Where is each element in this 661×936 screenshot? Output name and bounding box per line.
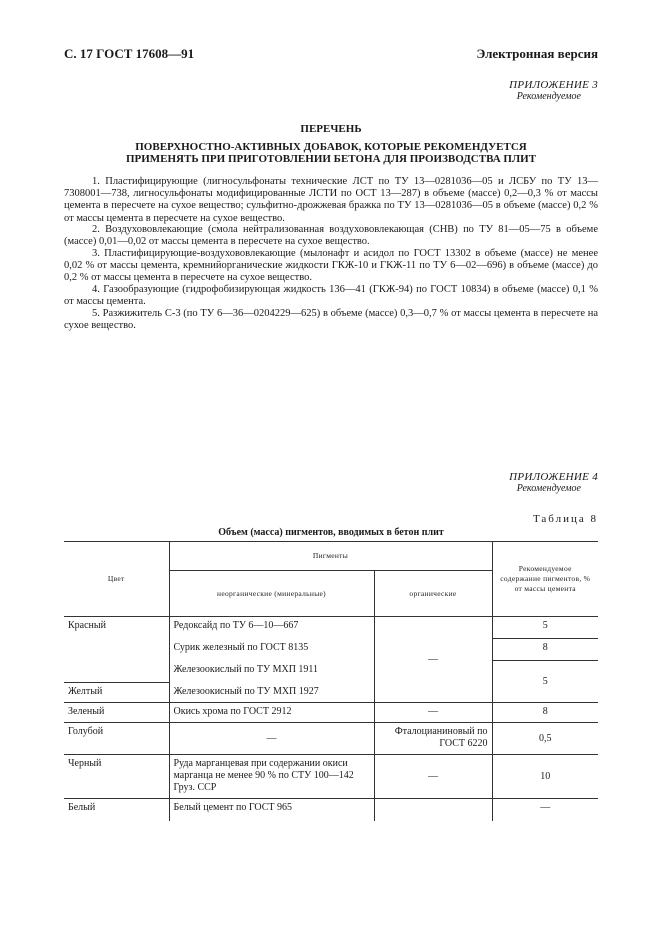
header-organic: органические xyxy=(409,588,457,598)
header-pigments-cell xyxy=(169,542,492,571)
row-color-cell xyxy=(64,723,169,755)
row-pigment-white: Белый цемент по ГОСТ 965 xyxy=(173,802,293,813)
row-pigment-blue-dash: — xyxy=(266,733,277,744)
row-color-cell xyxy=(64,617,169,683)
list-item-5: 5. Разжижитель С-3 (по ТУ 6—36—0204229—625) в объеме (массе) 0,3—0,7 % от массы цемента в пересчете на сухое вещество. xyxy=(64,308,598,332)
row-pigment-cell xyxy=(169,755,374,799)
row-value-cell xyxy=(492,799,598,821)
row-pigment-cell xyxy=(169,661,374,683)
list-item-1: 1. Пластифицирующие (лигносульфонаты технические ЛСТ по ТУ 13—0281036—05 и ЛСБУ по ТУ 13—7308001—738, лигносульфонаты модифицированные ЛСТИ по ОСТ 13—287) в объеме (массе) 0,2—0,3 % от массы цемента в пересчете на сухое вещество; сульфитно-дрожжевая бражка по ТУ 13—0281036—05 в объеме (массе) 0,2 % от массы цемента в пересчете на сухое вещество. xyxy=(64,176,598,224)
table-row xyxy=(64,723,598,755)
row-color-yellow: Желтый xyxy=(68,686,103,697)
row-value-cell xyxy=(492,617,598,639)
row-organic-cell xyxy=(374,703,492,723)
table-row xyxy=(64,617,598,639)
row-pigment-red-1: Редоксайд по ТУ 6—10—667 xyxy=(173,620,299,631)
row-organic-red-dash: — xyxy=(428,654,438,665)
appendix-4-status: Рекомендуемое xyxy=(516,483,581,494)
row-color-cell xyxy=(64,703,169,723)
row-pigment-cell xyxy=(169,617,374,639)
row-color-cell xyxy=(64,755,169,799)
row-color-cell xyxy=(64,683,169,703)
header-content: Рекомендуемое содержание пигментов, % от массы цемента xyxy=(500,564,591,593)
page-header-left: С. 17 ГОСТ 17608—91 xyxy=(64,46,195,61)
row-value-blue: 0,5 xyxy=(539,733,552,744)
row-organic-green-dash: — xyxy=(428,706,438,717)
row-pigment-cell xyxy=(169,703,374,723)
row-color-green: Зеленый xyxy=(68,706,105,717)
row-pigment-cell xyxy=(169,639,374,661)
list-item-3: 3. Пластифицирующие-воздухововлекающие (мылонафт и асидол по ГОСТ 13302 в объеме (массе) не менее 0,02 % от массы цемента, кремнийорганические жидкости ГКЖ-10 и ГКЖ-11 по ТУ 6—02—696) в объеме (массе) до 0,2 % от массы цемента в пересчете на сухое вещество. xyxy=(64,248,598,284)
row-value-red-3: 5 xyxy=(542,676,548,687)
row-value-black: 10 xyxy=(540,771,551,782)
row-value-cell xyxy=(492,703,598,723)
header-pigments: Пигменты xyxy=(312,551,349,560)
row-organic-black-dash: — xyxy=(428,771,438,782)
row-value-cell xyxy=(492,661,598,703)
table-row xyxy=(64,703,598,723)
row-pigment-red-2: Сурик железный по ГОСТ 8135 xyxy=(173,641,309,653)
header-color: Цвет xyxy=(107,574,125,583)
row-value-cell xyxy=(492,755,598,799)
list-item-4: 4. Газообразующие (гидрофобизирующая жидкость 136—41 (ГКЖ-94) по ГОСТ 10834) в объеме (массе) 0,1 % от массы цемента. xyxy=(64,284,598,308)
table-row xyxy=(64,755,598,799)
row-value-cell xyxy=(492,723,598,755)
appendix-3-status: Рекомендуемое xyxy=(516,91,581,102)
row-color-black: Черный xyxy=(68,758,102,769)
row-pigment-cell xyxy=(169,799,374,821)
header-inorganic: неорганические (минеральные) xyxy=(217,588,326,598)
list-subtitle-line-1: ПОВЕРХНОСТНО-АКТИВНЫХ ДОБАВОК, КОТОРЫЕ РЕКОМЕНДУЕТСЯ xyxy=(135,141,527,153)
row-color-blue: Голубой xyxy=(68,726,104,737)
row-value-red-2: 8 xyxy=(542,642,548,653)
row-organic-cell xyxy=(374,617,492,703)
row-value-white: — xyxy=(540,802,551,813)
row-pigment-cell xyxy=(169,723,374,755)
page-header-right: Электронная версия xyxy=(476,46,598,61)
row-pigment-cell xyxy=(169,683,374,703)
header-inorganic-cell xyxy=(169,571,374,617)
row-value-cell xyxy=(492,639,598,661)
row-color-white: Белый xyxy=(68,802,96,813)
row-pigment-yellow: Железоокисный по ТУ МХП 1927 xyxy=(173,685,319,697)
list-subtitle-line-2: ПРИМЕНЯТЬ ПРИ ПРИГОТОВЛЕНИИ БЕТОНА ДЛЯ ПРОИЗВОДСТВА ПЛИТ xyxy=(125,153,537,165)
appendix-3-title: ПРИЛОЖЕНИЕ 3 xyxy=(509,79,598,91)
header-organic-cell xyxy=(374,571,492,617)
row-color-red: Красный xyxy=(68,620,106,631)
row-organic-cell xyxy=(374,799,492,821)
appendix-4-title: ПРИЛОЖЕНИЕ 4 xyxy=(509,471,598,483)
row-color-cell xyxy=(64,799,169,821)
row-pigment-black: Руда марганцевая при содержании окиси марганца не менее 90 % по СТУ 100—142 Груз. ССР xyxy=(173,758,354,793)
row-value-green: 8 xyxy=(542,706,548,717)
header-color-cell xyxy=(64,542,169,617)
table-label: Таблица 8 xyxy=(532,513,598,525)
row-pigment-red-3: Железоокислый по ТУ МХП 1911 xyxy=(173,663,319,675)
header-content-cell xyxy=(492,542,598,617)
row-organic-cell xyxy=(374,755,492,799)
row-organic-cell xyxy=(374,723,492,755)
list-title: ПЕРЕЧЕНЬ xyxy=(300,123,362,135)
row-value-red-1: 5 xyxy=(542,620,548,631)
table-row xyxy=(64,799,598,821)
table-caption: Объем (масса) пигментов, вводимых в бетон плит xyxy=(218,527,444,538)
pigments-table xyxy=(64,541,598,821)
row-pigment-green: Окись хрома по ГОСТ 2912 xyxy=(173,706,292,717)
list-item-2: 2. Воздухововлекающие (смола нейтрализованная воздухововлекающая (СНВ) по ТУ 81—05—75 в объеме (массе) 0,01—0,02 от массы цемента в пересчете на сухое вещество. xyxy=(64,224,598,248)
row-organic-blue: Фталоцианиновый по ГОСТ 6220 xyxy=(394,726,488,749)
